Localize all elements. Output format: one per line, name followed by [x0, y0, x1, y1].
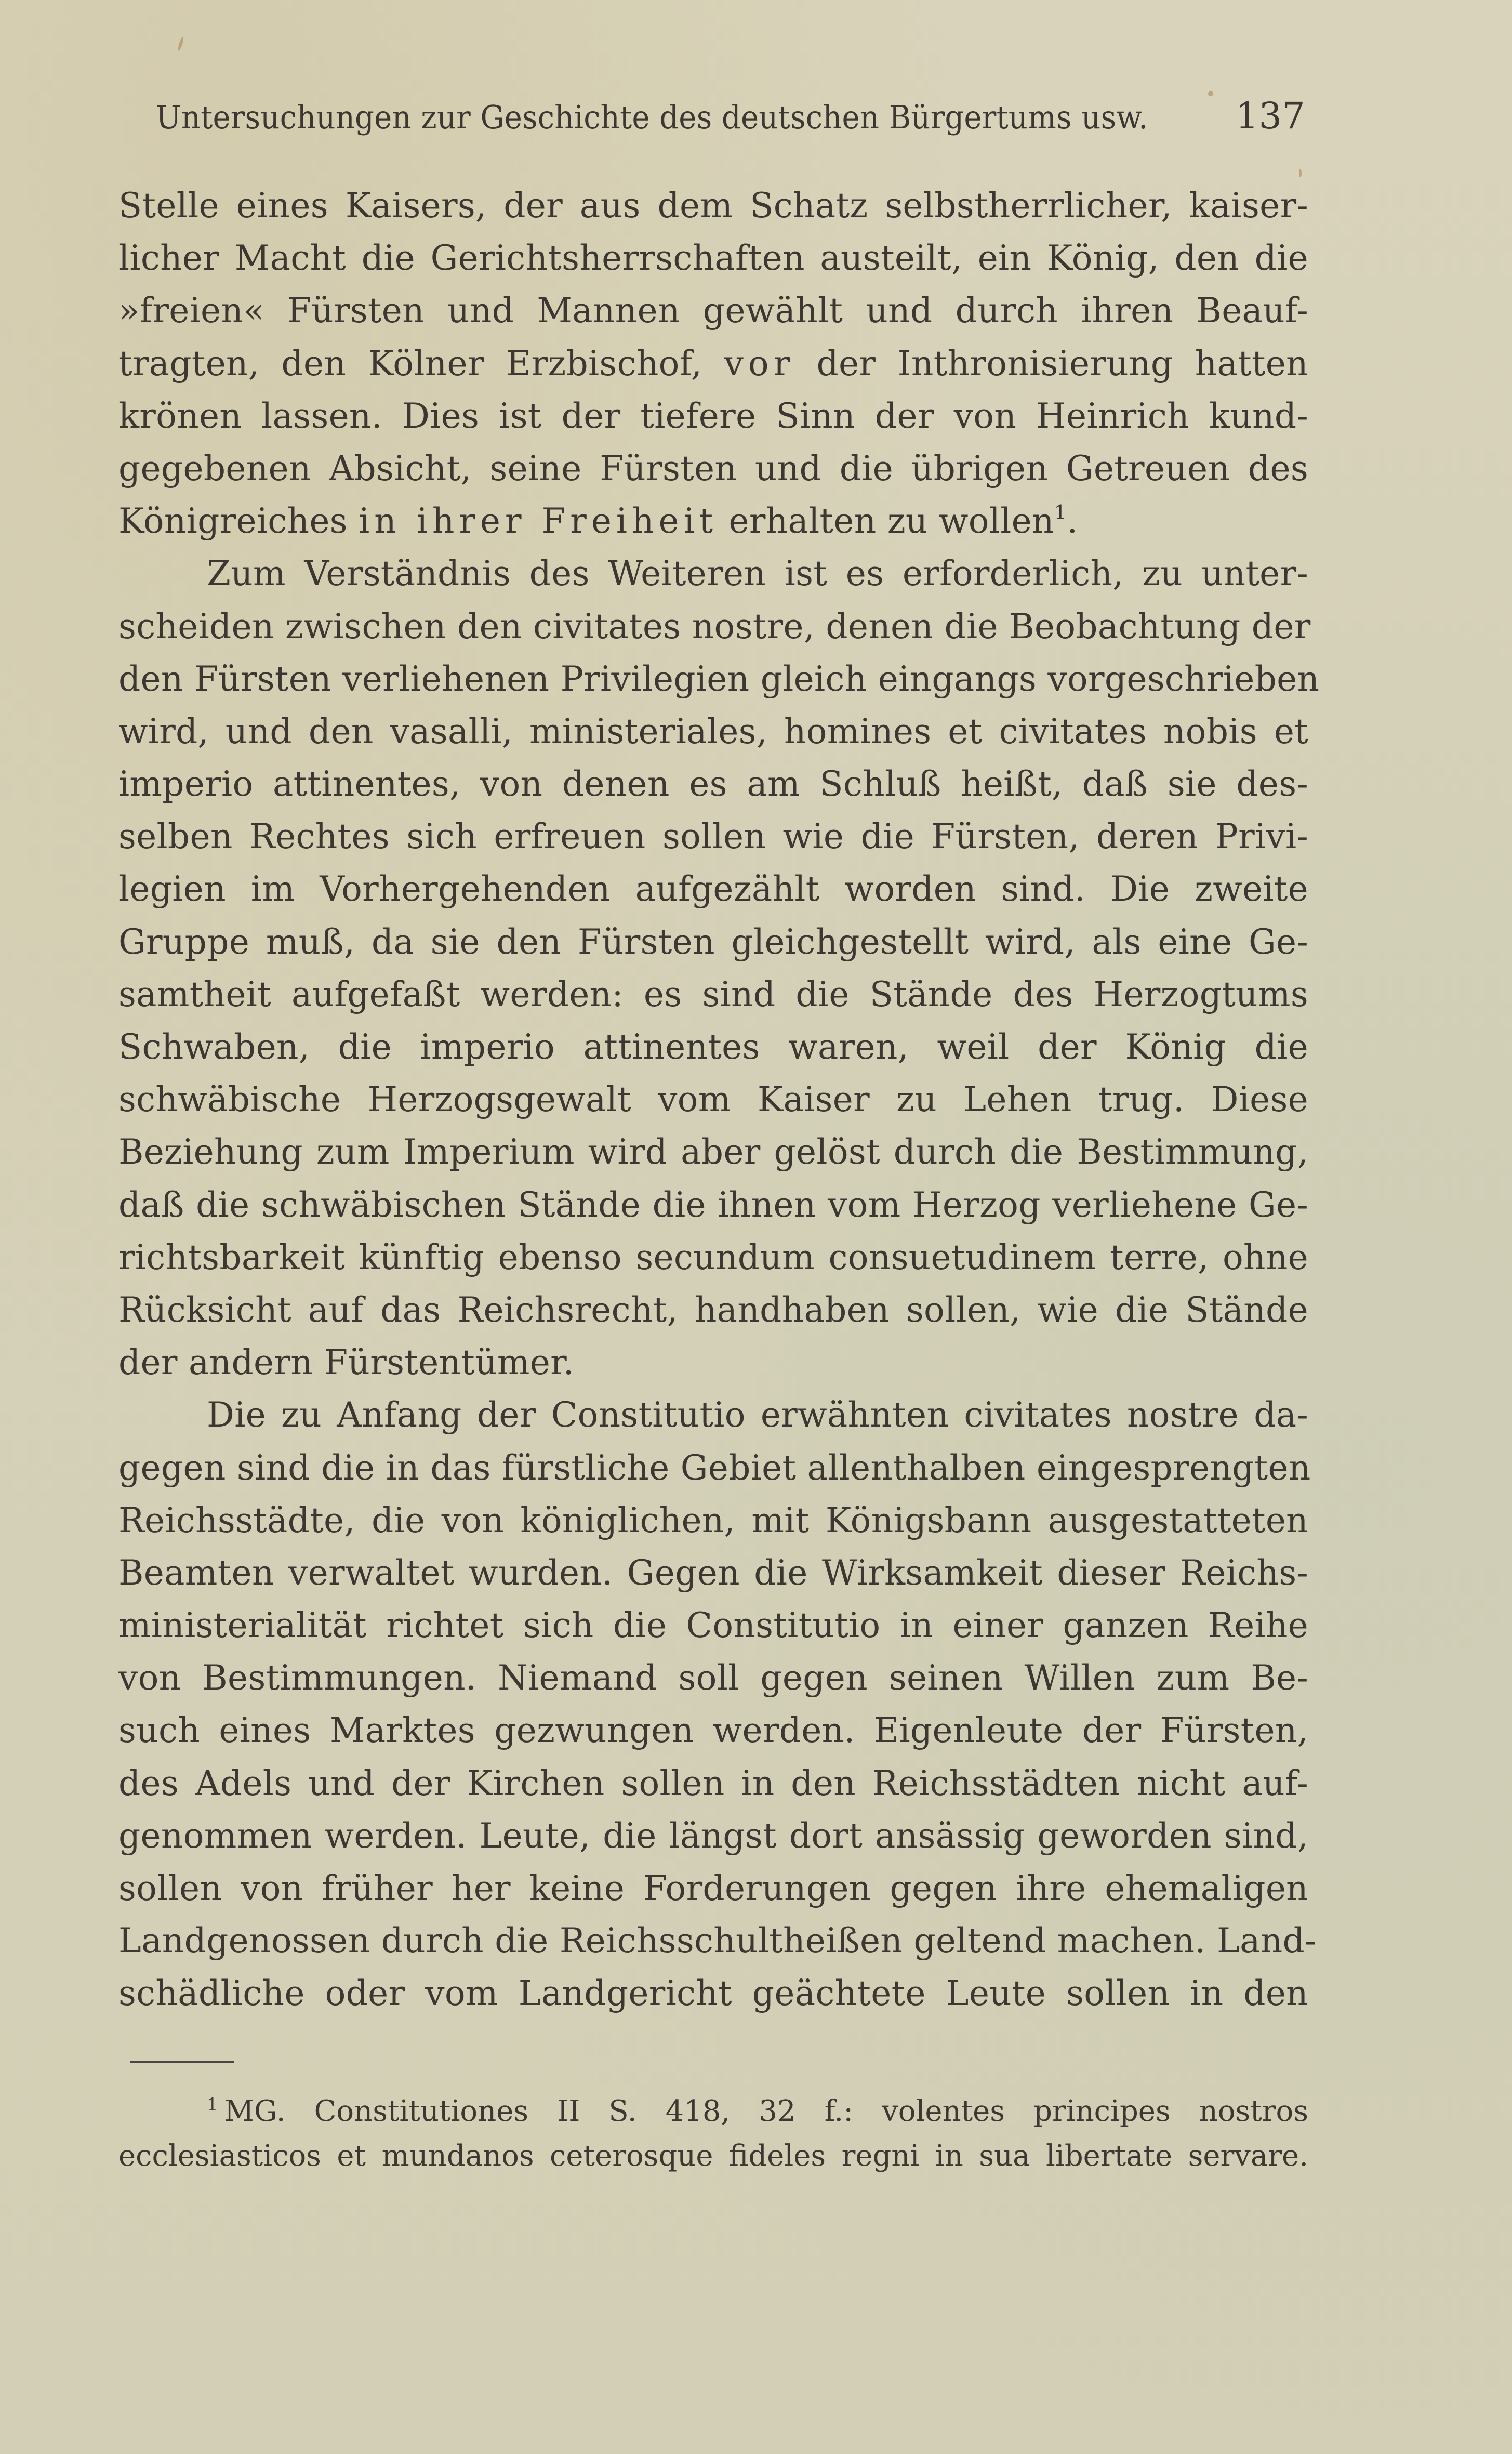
text-line: gegen sind die in das fürstliche Gebiet allenthalben eingesprengten: [118, 1447, 1311, 1488]
footnote-text: MG. Constitutiones II S. 418, 32 f.: volentes principes nostros: [224, 2094, 1308, 2128]
text-line: »freien« Fürsten und Mannen gewählt und durch ihren Beauf-: [118, 291, 1308, 331]
text-line: [118, 495, 1308, 547]
text-line: krönen lassen. Dies ist der tiefere Sinn der von Heinrich kund-: [118, 395, 1308, 436]
text-line: Die zu Anfang der Constitutio erwähnten civitates nostre da-: [207, 1395, 1308, 1435]
text-line: Reichsstädte, die von königlichen, mit Königsbann ausgestatteten: [118, 1500, 1308, 1540]
footnote-separator: [130, 2061, 234, 2063]
text-line: Rücksicht auf das Reichsrecht, handhaben sollen, wie die Stände: [118, 1289, 1308, 1330]
paper-speck: [1299, 169, 1302, 177]
text-line: licher Macht die Gerichtsherrschaften austeilt, ein König, den die: [118, 238, 1308, 279]
body-text: [118, 179, 1320, 2020]
footnotes: [118, 2089, 1308, 2179]
text-segment: .: [1067, 501, 1078, 542]
footnote-marker: 1: [207, 2094, 218, 2115]
paper-speck: [1208, 91, 1213, 96]
footnote-reference[interactable]: 1: [1054, 501, 1067, 524]
text-line: des Adels und der Kirchen sollen in den Reichsstädten nicht auf-: [118, 1763, 1308, 1803]
text-line: daß die schwäbischen Stände die ihnen vom Herzog verliehene Ge-: [118, 1184, 1308, 1225]
text-line: ministerialität richtet sich die Constitutio in einer ganzen Reihe: [118, 1605, 1308, 1646]
text-segment: erhalten zu wollen: [718, 501, 1054, 542]
text-line: [118, 337, 1308, 390]
text-segment: Königreiches: [118, 501, 359, 542]
text-line: der andern Fürstentümer.: [118, 1342, 574, 1383]
text-line: wird, und den vasalli, ministeriales, homines et civitates nobis et: [118, 711, 1308, 751]
emphasized-text: vor: [724, 343, 795, 384]
text-line: Zum Verständnis des Weiteren ist es erforderlich, zu unter-: [207, 553, 1308, 594]
text-line: Beamten verwaltet wurden. Gegen die Wirksamkeit dieser Reichs-: [118, 1552, 1308, 1593]
footnote-line: [118, 2089, 1308, 2134]
text-line: gegebenen Absicht, seine Fürsten und die übrigen Getreuen des: [118, 448, 1308, 489]
text-line: legien im Vorhergehenden aufgezählt worden sind. Die zweite: [118, 869, 1308, 909]
text-line: richtsbarkeit künftig ebenso secundum consuetudinem terre, ohne: [118, 1237, 1308, 1277]
text-line: Gruppe muß, da sie den Fürsten gleichgestellt wird, als eine Ge-: [118, 921, 1308, 962]
text-segment: tragten, den Kölner Erzbischof,: [118, 343, 724, 384]
text-line: Landgenossen durch die Reichsschultheißen geltend machen. Land-: [118, 1921, 1317, 1961]
text-line: scheiden zwischen den civitates nostre, denen die Beobachtung der: [118, 606, 1311, 647]
paper-speck: [177, 36, 184, 51]
text-line: sollen von früher her keine Forderungen gegen ihre ehemaligen: [118, 1868, 1308, 1908]
text-line: such eines Marktes gezwungen werden. Eigenleute der Fürsten,: [118, 1710, 1308, 1751]
text-line: Beziehung zum Imperium wird aber gelöst durch die Bestimmung,: [118, 1132, 1308, 1172]
text-line: schädliche oder vom Landgericht geächtete Leute sollen in den: [118, 1973, 1308, 2014]
text-line: imperio attinentes, von denen es am Schluß heißt, daß sie des-: [118, 764, 1308, 804]
text-segment: der Inthronisierung hatten: [794, 343, 1308, 384]
text-line: samtheit aufgefaßt werden: es sind die Stände des Herzogtums: [118, 974, 1308, 1014]
text-line: genommen werden. Leute, die längst dort ansässig geworden sind,: [118, 1815, 1308, 1856]
page-number: 137: [1235, 95, 1305, 137]
running-head: [156, 93, 1305, 139]
text-line: Schwaben, die imperio attinentes waren, weil der König die: [118, 1027, 1308, 1067]
text-line: von Bestimmungen. Niemand soll gegen seinen Willen zum Be-: [118, 1658, 1308, 1698]
footnote-line: ecclesiasticos et mundanos ceterosque fideles regni in sua libertate servare.: [118, 2139, 1308, 2173]
emphasized-text: in ihrer Freiheit: [359, 501, 718, 542]
text-line: den Fürsten verliehenen Privilegien gleich eingangs vorgeschrieben: [118, 658, 1320, 699]
text-line: selben Rechtes sich erfreuen sollen wie die Fürsten, deren Privi-: [118, 816, 1308, 857]
text-line: schwäbische Herzogsgewalt vom Kaiser zu Lehen trug. Diese: [118, 1079, 1308, 1120]
running-title: Untersuchungen zur Geschichte des deutschen Bürgertums usw.: [156, 98, 1148, 136]
text-line: Stelle eines Kaisers, der aus dem Schatz selbstherrlicher, kaiser-: [118, 186, 1308, 226]
